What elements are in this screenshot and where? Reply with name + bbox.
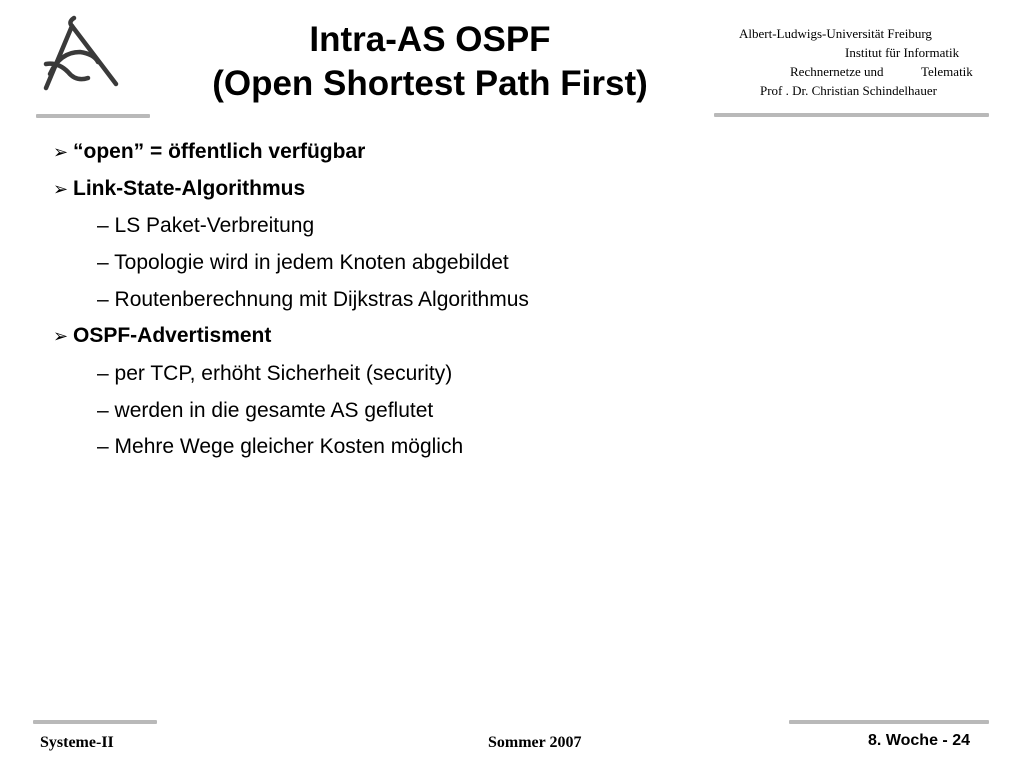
- subitem-ls-paket: [97, 213, 314, 239]
- slide-title: [170, 18, 690, 106]
- subitem-label: LS Paket-Verbreitung: [114, 214, 315, 237]
- bullet-item-link-state: [53, 176, 305, 202]
- arrow-bullet-icon: ➢: [53, 326, 69, 346]
- university-logo-icon: [28, 12, 128, 94]
- bullet-label: Link-State-Algorithmus: [73, 177, 306, 200]
- bullet-item-ospf-advertisment: [53, 323, 271, 349]
- dash-marker: –: [97, 214, 109, 237]
- subitem-topologie: [97, 250, 509, 276]
- subitem-label: Routenberechnung mit Dijkstras Algorithmus: [114, 288, 529, 311]
- footer-course: Systeme-II: [40, 734, 114, 751]
- affiliation-university: Albert-Ludwigs-Universität Freiburg: [739, 26, 932, 41]
- slide-title-line2: (Open Shortest Path First): [212, 64, 648, 103]
- bullet-item-open: [53, 139, 365, 165]
- dash-marker: –: [97, 435, 109, 458]
- subitem-geflutet: [97, 398, 433, 424]
- dash-marker: –: [97, 251, 109, 274]
- subitem-routenberechnung: [97, 287, 529, 313]
- bullet-label: OSPF-Advertisment: [73, 324, 272, 347]
- subitem-label: Mehre Wege gleicher Kosten möglich: [114, 435, 464, 458]
- affiliation-professor: Prof . Dr. Christian Schindelhauer: [760, 83, 937, 98]
- bullet-label: “open” = öffentlich verfügbar: [73, 140, 366, 163]
- dash-marker: –: [97, 362, 109, 385]
- subitem-per-tcp: [97, 361, 452, 387]
- affiliation-institute: Institut für Informatik: [845, 45, 960, 60]
- subitem-label: per TCP, erhöht Sicherheit (security): [114, 362, 453, 385]
- footer-rule-left: [33, 720, 157, 724]
- slide-title-line1: Intra-AS OSPF: [309, 20, 551, 59]
- subitem-label: werden in die gesamte AS geflutet: [114, 399, 434, 422]
- affiliation-department-part2: Telematik: [921, 64, 973, 79]
- footer-rule-right: [789, 720, 989, 724]
- arrow-bullet-icon: ➢: [53, 142, 69, 162]
- footer-page-number: 8. Woche - 24: [868, 732, 970, 749]
- dash-marker: –: [97, 399, 109, 422]
- header-rule-right: [714, 113, 989, 117]
- affiliation-department-part1: Rechnernetze und: [790, 64, 884, 79]
- header-rule-left: [36, 114, 150, 118]
- dash-marker: –: [97, 288, 109, 311]
- footer-semester: Sommer 2007: [488, 734, 582, 751]
- subitem-label: Topologie wird in jedem Knoten abgebildet: [114, 251, 509, 274]
- arrow-bullet-icon: ➢: [53, 179, 69, 199]
- subitem-mehre-wege: [97, 434, 463, 460]
